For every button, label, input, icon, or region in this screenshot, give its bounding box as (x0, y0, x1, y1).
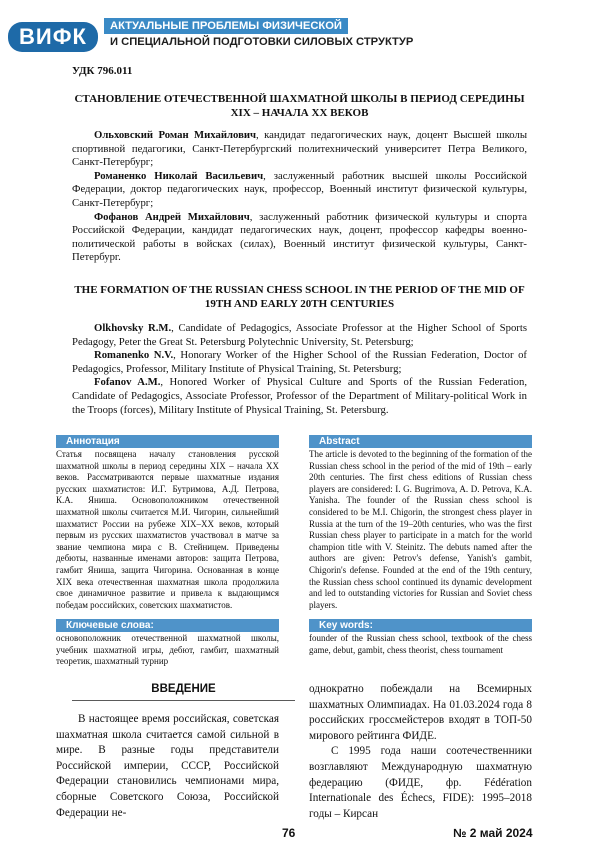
keywords-en-text: founder of the Russian chess school, textbook of the chess game, debut, gambit, chess theorist, chess tournament (309, 633, 532, 655)
author-name: Fofanov A.M. (94, 376, 161, 389)
journal-logo: ВИФК (8, 22, 98, 52)
author-en-1 (72, 322, 527, 349)
intro-left-column (56, 712, 279, 821)
journal-title-line1: АКТУАЛЬНЫЕ ПРОБЛЕМЫ ФИЗИЧЕСКОЙ (104, 18, 348, 34)
author-affiliation: , Honored Worker of Physical Culture and Sports of the Russian Federation, Candidate of Pedagogics, Associate Professor, Professor of the Department of Military-political Work in the Troops (forces), Military Institute of Physical Training, St. Petersburg. (72, 376, 527, 416)
abstract-en-heading: Abstract (309, 435, 532, 448)
article-title-en: THE FORMATION OF THE RUSSIAN CHESS SCHOOL IN THE PERIOD OF THE MID OF 19TH AND EARLY 20TH CENTURIES (74, 284, 525, 310)
abstract-ru-heading: Аннотация (56, 435, 279, 448)
intro-paragraph-1: В настоящее время российская, советская шахматная школа считается самой сильной в мире. В разные годы представители Российской империи, СССР, Российской Федерации становились чемпионами мира, сборные Советского Союза, Российской Федерации не- (56, 713, 279, 819)
author-ru-1 (72, 129, 527, 170)
keywords-en-section (309, 619, 532, 656)
abstract-en-text: The article is devoted to the beginning of the formation of the Russian chess school in the period of the mid of 19th – early 20th centuries. The first chess editions of Russian chess players are considered: I. G. Bugrimova, A. D. Petrova, K.A. Yanisha. The founder of the Russian chess school is considered to be M.I. Chigorin, the strongest chess player in Russia at the turn of the 19–20th centuries, who was the first Russian chess player to participate in a match for the world champion title with V. Steinitz. The debuts named after the authors are given: Petrov's defense, Yanish's gambit, Chigorin's defense. Founded at the end of the 19th century, the Russian chess school continued its dynamic development and led to outstanding victories for Russian and Soviet chess players. (309, 449, 532, 610)
author-ru-3 (72, 211, 527, 265)
keywords-ru-text: основоположник отечественной шахматной школы, учебник шахматной игры, дебют, гамбит, шахматный теоретик, шахматный турнир (56, 633, 279, 667)
author-name: Romanenko N.V. (94, 349, 174, 362)
issue-label: № 2 май 2024 (453, 826, 533, 840)
author-affiliation: , заслуженный работник высшей школы Российской Федерации, доктор педагогических наук, профессор, Военный институт физической культуры, Санкт-Петербург; (72, 169, 527, 209)
author-affiliation: , заслуженный работник физической культуры и спорта Российской Федерации, кандидат педагогических наук, доцент, профессор кафедры военно-политической работы в войсках (силах), Военный институт физической культуры, Санкт-Петербург. (72, 210, 527, 264)
author-affiliation: , Candidate of Pedagogics, Associate Professor at the Higher School of Sports Pedagogy, Peter the Great St. Petersburg Polytechnic University, St. Petersburg; (72, 322, 527, 348)
author-name: Фофанов Андрей Михайлович (94, 210, 250, 223)
author-name: Ольховский Роман Михайлович (94, 129, 257, 141)
intro-divider (72, 700, 295, 701)
abstract-ru-text: Статья посвящена началу становления русской шахматной школы в период середины XIX – начала XX веков. Рассматриваются первые шахматные издания русских шахматистов: И.Г. Бутримова, А.Д. Петрова, К.А. Яниша. Основоположником отечественной шахматной школы считается М.И. Чигорин, сильнейший шахматист России на рубеже XIX–XX веков, который первым из русских шахматистов участвовал в матче за звание чемпиона мира с В. Стейницем. Приведены дебюты, названные именами авторов: защита Петрова, гамбит Яниша, защита Чигорина. Основанная в конце XIX века отечественная шахматная школа продолжила свое динамичное развитие и привела к выдающимся победам российских, советских шахматистов. (56, 449, 279, 610)
journal-title-line2: И СПЕЦИАЛЬНОЙ ПОДГОТОВКИ СИЛОВЫХ СТРУКТУР (110, 36, 414, 48)
journal-header (0, 0, 600, 66)
udc-code: УДК 796.011 (72, 65, 133, 77)
intro-paragraph-3: С 1995 года наши соотечественники возглавляют Международную шахматную федерацию (ФИДЕ, фр. Fédération Internationale des Échecs, FIDE): 1995–2018 годы – Кирсан (309, 745, 532, 820)
authors-en (72, 322, 527, 417)
author-en-3 (72, 376, 527, 417)
article-title-ru: СТАНОВЛЕНИЕ ОТЕЧЕСТВЕННОЙ ШАХМАТНОЙ ШКОЛЫ В ПЕРИОД СЕРЕДИНЫ XIX – НАЧАЛА XX ВЕКОВ (74, 93, 525, 119)
keywords-ru-section (56, 619, 279, 668)
abstract-en-section (309, 435, 532, 611)
intro-heading: ВВЕДЕНИЕ (151, 683, 216, 695)
journal-title (104, 18, 424, 50)
keywords-ru-heading: Ключевые слова: (56, 619, 279, 632)
keywords-en-heading: Key words: (309, 619, 532, 632)
author-en-2 (72, 349, 527, 376)
page-number: 76 (282, 826, 296, 840)
intro-right-column (309, 682, 532, 822)
author-affiliation: , Honorary Worker of the Higher School of the Russian Federation, Doctor of Pedagogics, Professor, Military Institute of Physical Training, St. Petersburg; (72, 349, 527, 375)
author-name: Olkhovsky R.M. (94, 322, 172, 334)
author-ru-2 (72, 170, 527, 211)
abstract-ru-section (56, 435, 279, 611)
authors-ru (72, 129, 527, 265)
author-affiliation: , кандидат педагогических наук, доцент Высшей школы спортивной педагогики, Санкт-Петербургский политехнический университет Петра Великого, Санкт-Петербург; (72, 129, 528, 169)
author-name: Романенко Николай Васильевич (94, 169, 264, 182)
intro-paragraph-2: однократно побеждали на Всемирных шахматных Олимпиадах. На 01.03.2024 года 8 российских гроссмейстеров входят в ТОП-50 мирового рейтинга ФИДЕ. (309, 683, 532, 742)
